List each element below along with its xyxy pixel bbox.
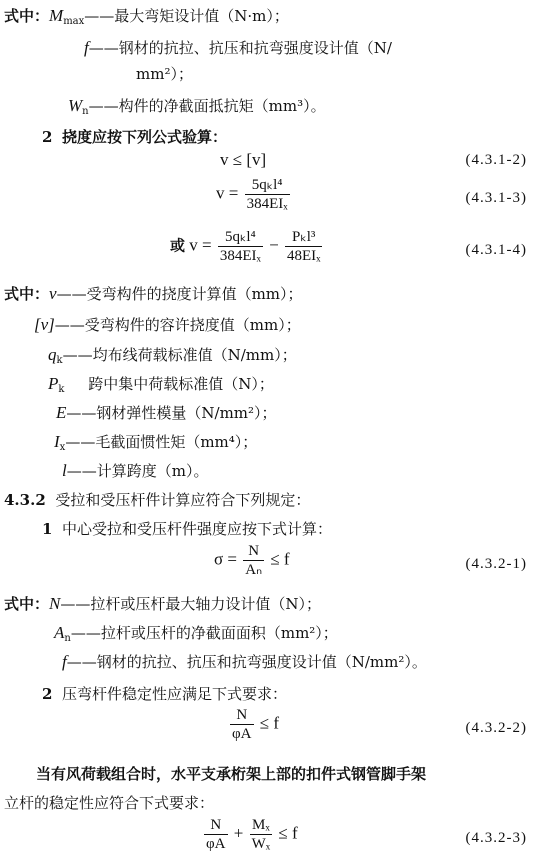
formula-rhs: ≤ f (278, 823, 298, 843)
definition-line (136, 64, 193, 84)
definition-line (48, 345, 297, 371)
item-heading (42, 127, 227, 147)
equation-number: (4.3.1-2) (465, 152, 527, 168)
label-where: 式中： (4, 7, 50, 25)
subscript: x (59, 442, 66, 453)
symbol: M (49, 6, 64, 25)
equation-number: (4.3.2-1) (465, 556, 527, 572)
formula (202, 816, 298, 853)
definition-line (4, 284, 303, 304)
fraction (285, 228, 323, 265)
symbol: P (48, 374, 59, 393)
symbol: [v] (34, 315, 55, 334)
item-number: 1 (42, 520, 53, 538)
item-number: 2 (42, 685, 53, 703)
definition-text: 跨中集中荷载标准值（N）； (88, 375, 274, 393)
subscript: k (58, 384, 65, 395)
section-number: 4.3.2 (4, 491, 46, 509)
equation-number: (4.3.2-3) (465, 830, 527, 846)
definition-line (56, 403, 277, 423)
definition-text: ——构件的净截面抵抗矩（mm³）。 (88, 97, 326, 115)
denominator: Wₓ (251, 836, 271, 852)
definition-text: ——拉杆或压杆最大轴力设计值（N）； (60, 595, 321, 613)
paragraph-line (4, 793, 214, 813)
definition-text: ——均布线荷载标准值（N/mm）； (62, 346, 297, 364)
operator: − (269, 235, 279, 255)
item-text: 中心受拉和受压杆件强度应按下式计算： (61, 520, 332, 538)
fraction (250, 816, 273, 853)
formula-lhs: v = (189, 235, 212, 255)
denominator: 48EIₓ (286, 248, 321, 264)
equation-number: (4.3.1-3) (465, 190, 527, 206)
definition-line (54, 432, 257, 458)
paragraph-text: 当有风荷载组合时，水平支承桁架上部的扣件式钢管脚手架 (36, 765, 427, 783)
formula (170, 228, 324, 265)
definition-text: ——钢材的抗拉、抗压和抗弯强度设计值（N/ (88, 39, 392, 57)
symbol: q (48, 345, 57, 364)
formula-expression: v ≤ [v] (220, 150, 267, 169)
denominator: 384EIₓ (219, 248, 261, 264)
symbol: A (54, 623, 65, 642)
item-text: 挠度应按下列公式验算： (61, 128, 227, 146)
formula-rhs: ≤ f (259, 713, 279, 733)
definition-text: ——钢材弹性模量（N/mm²）； (66, 404, 277, 422)
definition-line (62, 652, 427, 672)
numerator: 5qₖl⁴ (218, 228, 263, 247)
definition-text: ——钢材的抗拉、抗压和抗弯强度设计值（N/mm²）。 (66, 653, 427, 671)
definition-text: ——最大弯矩设计值（N·m）； (84, 7, 289, 25)
formula (220, 150, 266, 170)
definition-line (62, 461, 208, 481)
denominator: φA (206, 836, 226, 852)
definition-line (84, 38, 392, 58)
definition-text: mm²）； (136, 65, 193, 83)
numerator: Mₓ (250, 816, 273, 835)
subscript: max (63, 16, 85, 27)
formula (228, 706, 279, 743)
definition-text: ——受弯构件的挠度计算值（mm）； (56, 285, 303, 303)
definition-line (4, 6, 289, 32)
equation-number: (4.3.2-2) (465, 720, 527, 736)
numerator: N (230, 706, 254, 725)
denominator: φA (232, 726, 252, 742)
subscript: k (56, 355, 63, 366)
definition-line (54, 623, 338, 649)
numerator: Pₖl³ (285, 228, 323, 247)
item-heading (42, 684, 287, 704)
symbol: I (54, 432, 60, 451)
formula-lhs: v = (216, 183, 239, 203)
formula (216, 176, 292, 213)
definition-text: ——毛截面惯性矩（mm⁴）； (65, 433, 258, 451)
symbol: v (49, 284, 57, 303)
fraction (245, 176, 290, 213)
symbol: l (62, 461, 67, 480)
paragraph-text: 立杆的稳定性应符合下式要求： (4, 794, 215, 812)
label-where: 式中： (4, 595, 50, 613)
paragraph-line (36, 764, 426, 784)
denominator: 384EIₓ (246, 196, 288, 212)
definition-text: ——受弯构件的容许挠度值（mm）； (54, 316, 301, 334)
item-heading (42, 519, 332, 539)
definition-line (34, 315, 301, 335)
fraction (243, 542, 264, 579)
denominator: Aₙ (245, 562, 263, 578)
symbol: E (56, 403, 67, 422)
operator: + (233, 823, 244, 843)
section-text: 受拉和受压杆件计算应符合下列规定： (55, 491, 311, 509)
definition-text: ——拉杆或压杆的净截面面积（mm²）； (70, 624, 338, 642)
section-heading (4, 490, 310, 510)
equation-number: (4.3.1-4) (465, 242, 527, 258)
definition-line (68, 96, 326, 122)
subscript: n (82, 106, 89, 117)
formula (214, 542, 290, 579)
formula-lhs: σ = (214, 549, 238, 569)
symbol: f (84, 38, 89, 57)
definition-line (4, 594, 321, 614)
item-number: 2 (42, 128, 53, 146)
numerator: 5qₖl⁴ (245, 176, 290, 195)
numerator: N (243, 542, 264, 561)
subscript: n (64, 633, 71, 644)
definition-text: ——计算跨度（m）。 (66, 462, 209, 480)
formula-rhs: ≤ f (270, 549, 290, 569)
fraction (230, 706, 254, 743)
numerator: N (204, 816, 228, 835)
symbol: N (49, 594, 61, 613)
definition-line (48, 374, 274, 400)
label-where: 式中： (4, 285, 50, 303)
formula-prefix: 或 (170, 236, 186, 255)
symbol: W (68, 96, 83, 115)
item-text: 压弯杆件稳定性应满足下式要求： (61, 685, 287, 703)
fraction (204, 816, 228, 853)
fraction (218, 228, 263, 265)
symbol: f (62, 652, 67, 671)
